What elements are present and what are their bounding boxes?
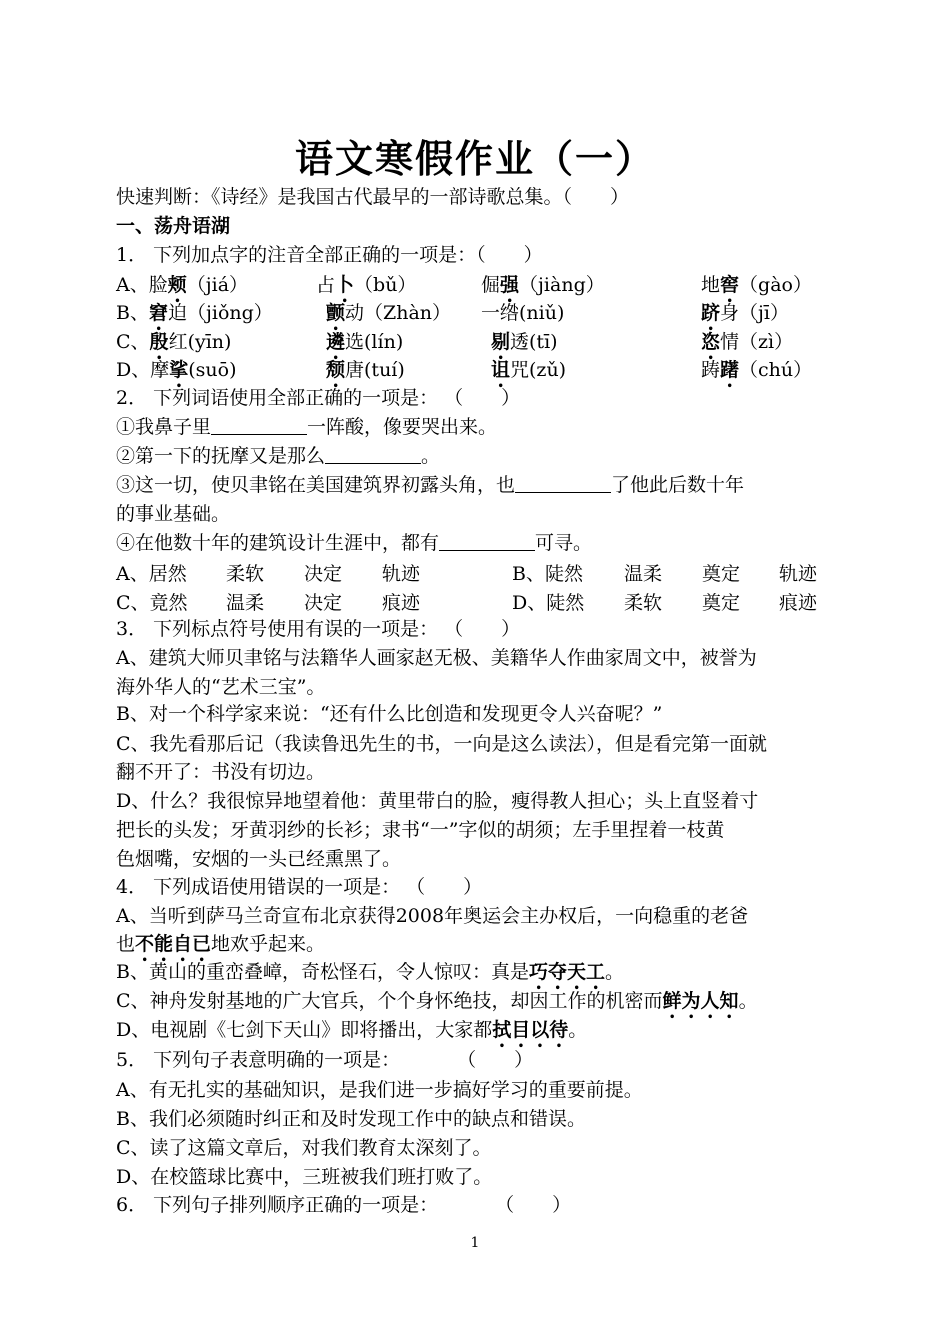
q1-c-item4: 恣情（zì） — [701, 331, 794, 353]
q3-line: 把长的头发；牙黄羽纱的长衫；隶书“一”字似的胡须；左手里捏着一枝黄 — [116, 819, 725, 841]
q2-option-word: 温柔 — [624, 563, 663, 585]
q2-sentence-2: ②第一下的抚摩又是那么 。 — [116, 445, 441, 467]
q2-option-word: 奠定 — [702, 563, 741, 585]
q1-a-item3: 倔强（jiàng） — [481, 274, 605, 296]
q4-option-c: C、神舟发射基地的广大官兵，个个身怀绝技，却因工作的机密而鲜为人知。 — [116, 990, 758, 1012]
q1-c-item1: C、殷红(yīn) — [116, 331, 232, 353]
q4-stem: 4． 下列成语使用错误的一项是： （ ） — [116, 876, 483, 898]
q2-option-word: 温柔 — [226, 592, 265, 614]
q2-sentence-4: ④在他数十年的建筑设计生涯中，都有 可寻。 — [116, 532, 593, 554]
page-number: 1 — [470, 1235, 480, 1251]
q3-line: B、对一个科学家来说：“还有什么比创造和发现更令人兴奋呢？” — [116, 703, 663, 725]
q2-stem: 2． 下列词语使用全部正确的一项是： （ ） — [116, 387, 521, 409]
intro-question: 快速判断：《诗经》是我国古代最早的一部诗歌总集。（ ） — [116, 186, 630, 208]
q2-sentence-3-cont: 的事业基础。 — [116, 503, 231, 525]
q2-option-b: B、陡然 — [512, 563, 583, 585]
q1-b-item2: 颤动（Zhàn） — [326, 302, 452, 324]
q1-b-item3: 一绺(niǔ) — [481, 302, 565, 324]
q2-option-word: 决定 — [304, 592, 343, 614]
q2-option-word: 痕迹 — [382, 592, 421, 614]
q5-stem: 5． 下列句子表意明确的一项是： （ ） — [116, 1049, 534, 1071]
q2-sentence-3: ③这一切，使贝聿铭在美国建筑界初露头角，也 了他此后数十年 — [116, 474, 745, 496]
q2-option-word: 奠定 — [702, 592, 741, 614]
blank-1 — [211, 416, 307, 435]
q1-d-item1: D、摩挲(suō) — [116, 359, 237, 381]
q3-line: 海外华人的“艺术三宝”。 — [116, 676, 326, 698]
q1-c-item2: 遴选(lín) — [326, 331, 404, 353]
q2-option-a: A、居然 — [116, 563, 187, 585]
q6-stem: 6． 下列句子排列顺序正确的一项是： （ ） — [116, 1194, 572, 1216]
q2-option-word: 柔软 — [226, 563, 265, 585]
q1-a-item1: A、脸颊（jiá） — [116, 274, 249, 296]
q2-option-word: 轨迹 — [779, 563, 818, 585]
q1-a-item4: 地窖（gào） — [701, 274, 812, 296]
q5-option: D、在校篮球比赛中，三班被我们班打败了。 — [116, 1166, 493, 1188]
q3-line: A、建筑大师贝聿铭与法籍华人画家赵无极、美籍华人作曲家周文中，被誉为 — [116, 647, 757, 669]
q1-b-item1: B、窘迫（jiǒng） — [116, 302, 273, 324]
q5-option: B、我们必须随时纠正和及时发现工作中的缺点和错误。 — [116, 1108, 586, 1130]
q2-option-word: 决定 — [304, 563, 343, 585]
blank-4 — [439, 532, 535, 551]
blank-3 — [515, 474, 611, 493]
q4-option-a: A、当听到萨马兰奇宣布北京获得2008年奥运会主办权后，一向稳重的老爸 — [116, 905, 749, 927]
q1-c-item3: 剔透(tī) — [491, 331, 558, 353]
q1-a-item2: 占卜（bǔ） — [316, 274, 417, 296]
q2-option-word: 轨迹 — [382, 563, 421, 585]
q3-line: D、什么？我很惊异地望着他：黄里带白的脸，瘦得教人担心；头上直竖着寸 — [116, 790, 759, 812]
q3-line: C、我先看那后记（我读鲁迅先生的书，一向是这么读法），但是看完第一面就 — [116, 733, 768, 755]
q1-stem: 1． 下列加点字的注音全部正确的一项是：（ ） — [116, 244, 543, 266]
q2-option-word: 痕迹 — [779, 592, 818, 614]
page-title: 语文寒假作业（一） — [294, 136, 655, 181]
q1-d-item4: 踌躇（chú） — [701, 359, 813, 381]
blank-2 — [325, 445, 421, 464]
q3-line: 色烟嘴，安烟的一头已经熏黑了。 — [116, 848, 402, 870]
q5-option: C、读了这篇文章后，对我们教育太深刻了。 — [116, 1137, 492, 1159]
q4-option-d: D、电视剧《七剑下天山》即将播出，大家都拭目以待。 — [116, 1019, 588, 1041]
q1-d-item2: 颓唐(tuí) — [326, 359, 405, 381]
q3-stem: 3． 下列标点符号使用有误的一项是： （ ） — [116, 618, 521, 640]
q5-option: A、有无扎实的基础知识，是我们进一步搞好学习的重要前提。 — [116, 1079, 643, 1101]
q1-d-item3: 诅咒(zǔ) — [491, 359, 567, 381]
q2-option-d: D、陡然 — [512, 592, 585, 614]
q1-b-item4: 跻身（jī） — [701, 302, 789, 324]
q3-line: 翻不开了：书没有切边。 — [116, 761, 326, 783]
q2-option-word: 柔软 — [624, 592, 663, 614]
section-heading: 一、荡舟语湖 — [116, 215, 231, 237]
q2-option-c: C、竟然 — [116, 592, 188, 614]
q2-sentence-1: ①我鼻子里 一阵酸，像要哭出来。 — [116, 416, 498, 438]
q4-option-a-cont: 也不能自已地欢乎起来。 — [116, 933, 326, 955]
q4-option-b: B、黄山的重峦叠嶂，奇松怪石，令人惊叹：真是巧夺天工。 — [116, 961, 624, 983]
